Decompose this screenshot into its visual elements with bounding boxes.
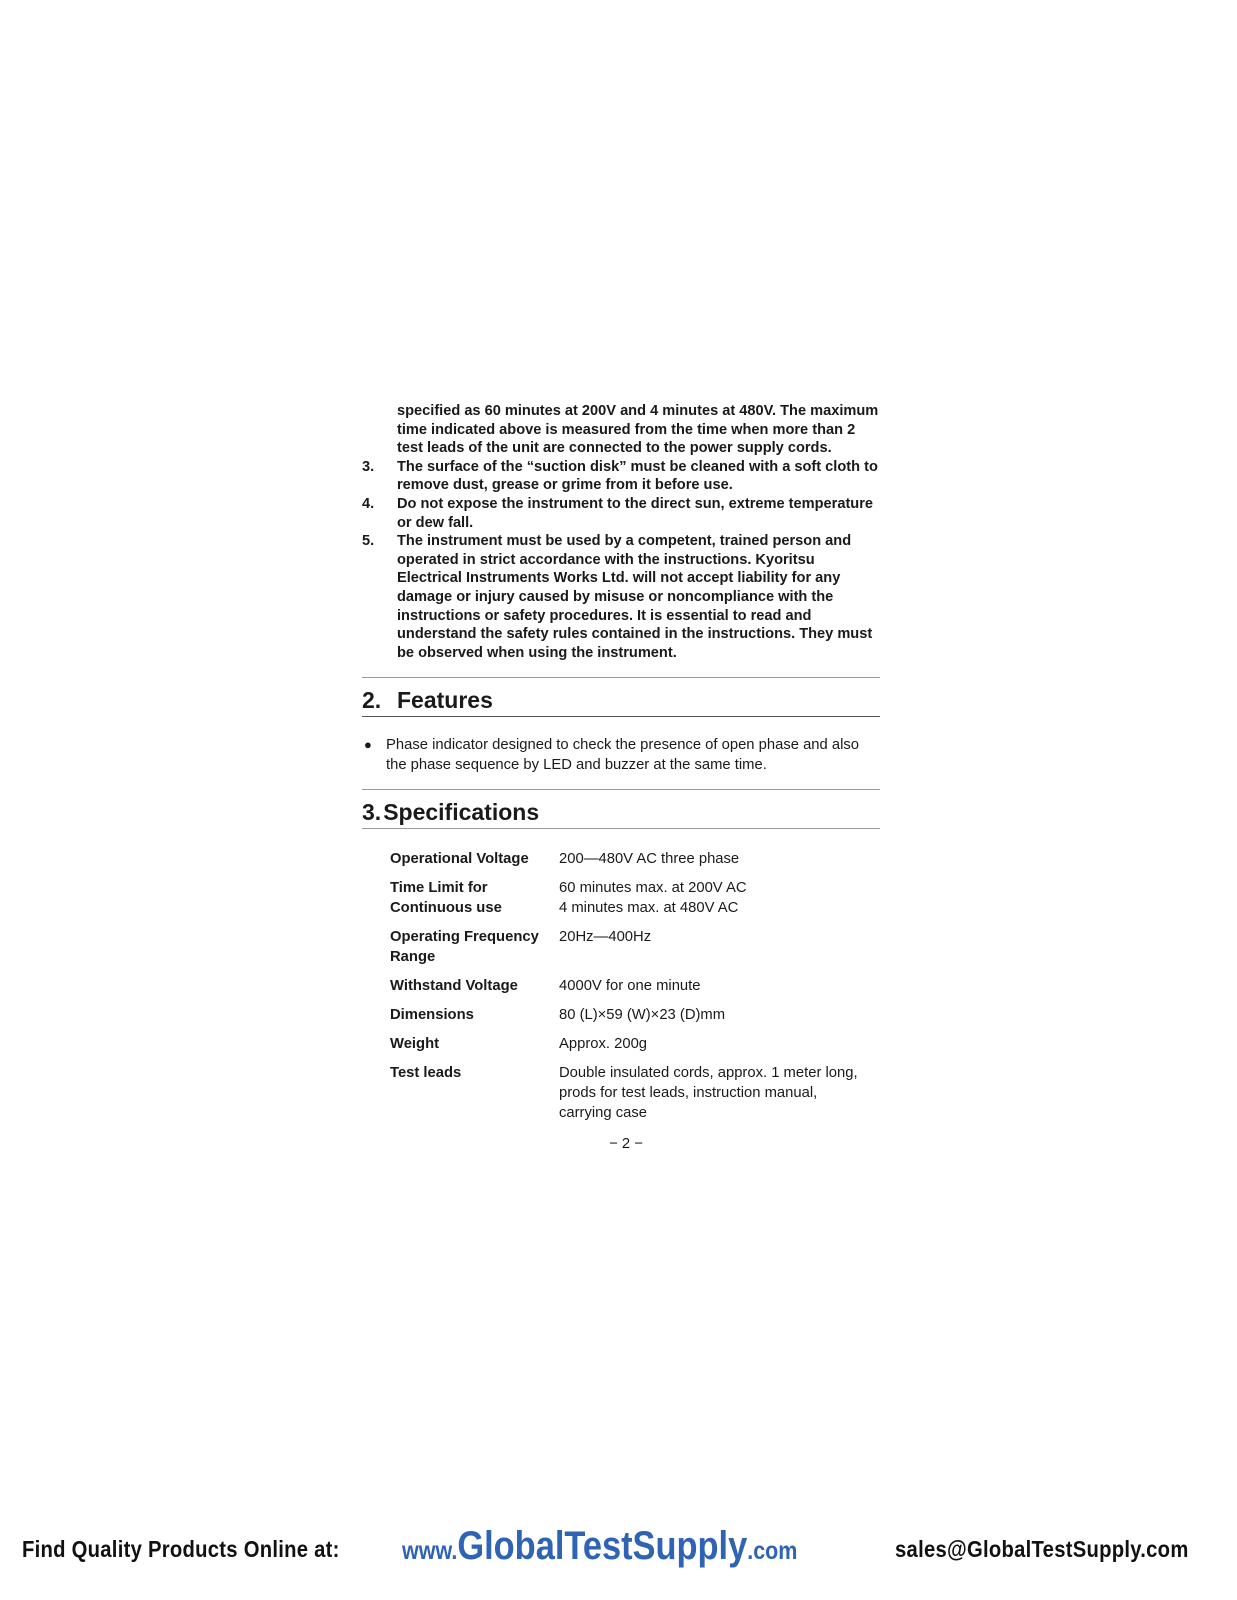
footer-banner — [0, 1522, 1237, 1572]
spec-value: 4000V for one minute — [559, 978, 701, 995]
website-suffix: .com — [747, 1537, 798, 1565]
table-row — [390, 927, 859, 976]
spec-label: Operating Frequency Range — [390, 929, 539, 966]
manual-page — [362, 402, 880, 1152]
spec-value: Double insulated cords, approx. 1 meter long, prods for test leads, instruction manual, carrying case — [559, 1065, 858, 1122]
footer-tagline: Find Quality Products Online at: — [22, 1536, 340, 1562]
section-title: Features — [397, 687, 493, 714]
section-divider — [362, 828, 880, 829]
table-row — [390, 849, 859, 878]
website-brand: GlobalTestSupply — [457, 1524, 748, 1568]
spec-label: Test leads — [390, 1065, 462, 1082]
spec-value: 200—480V AC three phase — [559, 851, 740, 868]
spec-label: Weight — [390, 1036, 440, 1053]
feature-bullet-item — [362, 735, 880, 775]
email-link[interactable]: sales@GlobalTestSupply.com — [895, 1536, 1189, 1562]
spec-label: Dimensions — [390, 1007, 474, 1024]
spec-label: Operational Voltage — [390, 851, 529, 868]
section-number: 3. — [362, 799, 382, 826]
intro-continuation-text: specified as 60 minutes at 200V and 4 minutes at 480V. The maximum time indicated above is measured from the time when more than 2 test leads of the unit are connected to the power supply cords. — [397, 403, 879, 457]
list-item — [362, 458, 880, 495]
spec-value: Approx. 200g — [559, 1036, 648, 1053]
table-row — [390, 1063, 859, 1132]
list-item-text: The instrument must be used by a competent, trained person and operated in strict accordance with the instructions. Kyoritsu Electrical Instruments Works Ltd. will not accept liability for any damage or injury caused by misuse or noncompliance with the instructions or safety procedures. It is essential to read and understand the safety rules contained in the instructions. They must be observed when using the instrument. — [397, 533, 873, 661]
page-number: − 2 − — [609, 1136, 643, 1153]
section-number: 2. — [362, 687, 382, 714]
table-row — [390, 1005, 859, 1034]
table-row — [390, 1034, 859, 1063]
specifications-table — [390, 849, 859, 1132]
list-item — [362, 532, 880, 662]
website-link[interactable] — [402, 1524, 797, 1569]
website-prefix: www. — [402, 1537, 458, 1565]
list-item-number: 3. — [362, 458, 375, 475]
spec-label: Withstand Voltage — [390, 978, 518, 995]
table-row — [390, 878, 859, 927]
spec-value: 60 minutes max. at 200V AC 4 minutes max. at 480V AC — [559, 880, 747, 917]
feature-text: Phase indicator designed to check the presence of open phase and also the phase sequence by LED and buzzer at the same time. — [386, 737, 860, 774]
section-divider — [362, 716, 880, 717]
features-heading — [362, 678, 880, 716]
bullet-icon: ● — [364, 737, 372, 753]
spec-label: Time Limit for Continuous use — [390, 880, 502, 917]
specifications-heading — [362, 790, 880, 828]
table-row — [390, 976, 859, 1005]
list-item-text: The surface of the “suction disk” must be cleaned with a soft cloth to remove dust, grease or grime from it before use. — [397, 458, 878, 494]
list-item-number: 5. — [362, 533, 375, 550]
list-item-number: 4. — [362, 495, 375, 512]
list-item — [362, 495, 880, 532]
list-item-text: Do not expose the instrument to the direct sun, extreme temperature or dew fall. — [397, 495, 874, 531]
spec-value: 20Hz—400Hz — [559, 929, 652, 946]
spec-value: 80 (L)×59 (W)×23 (D)mm — [559, 1007, 726, 1024]
section-title: Specifications — [383, 799, 540, 826]
